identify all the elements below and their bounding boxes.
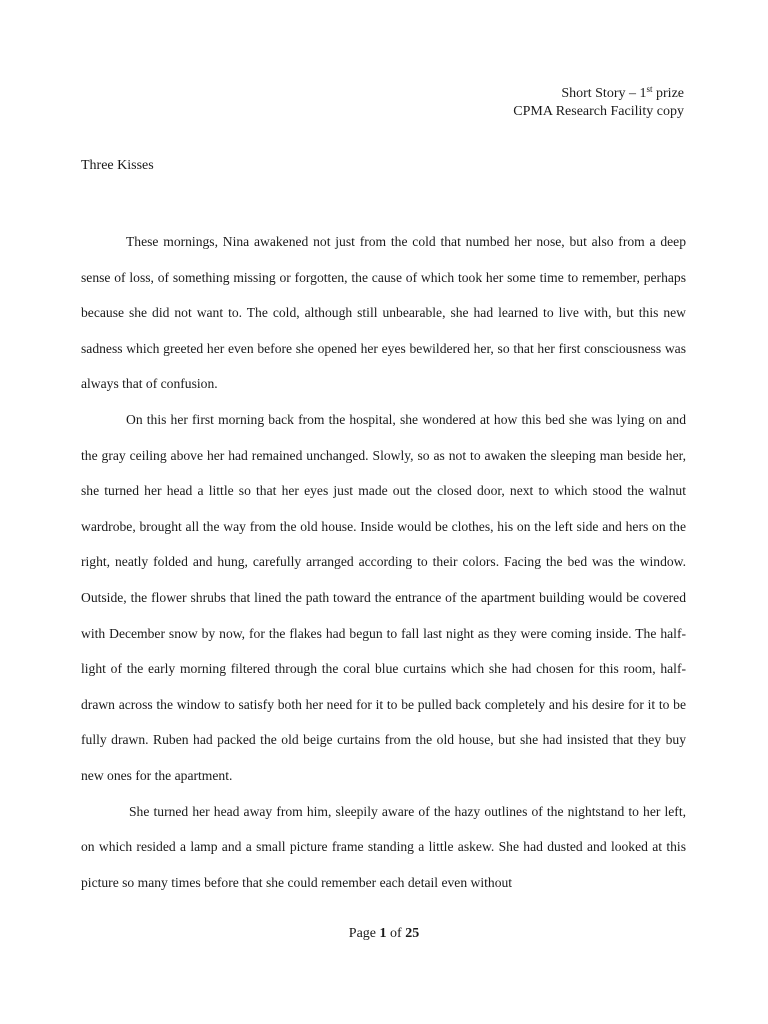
page-header — [513, 85, 684, 121]
header-line-2: CPMA Research Facility copy — [513, 104, 684, 119]
footer-total-pages: 25 — [405, 926, 420, 941]
story-title: Three Kisses — [81, 158, 154, 173]
header-line-1-suffix: prize — [652, 86, 684, 101]
paragraph-2: On this her first morning back from the hospital, she wondered at how this bed she was lying on and the gray ceiling above her had remained unchanged. Slowly, so as not to awaken the sleeping man beside her, she turned her head a little so that her eyes just made out the closed door, next to which stood the walnut wardrobe, brought all the way from the old house. Inside would be clothes, his on the left side and hers on the right, neatly folded and hung, carefully arranged according to their colors. Facing the bed was the window. Outside, the flower shrubs that lined the path toward the entrance of the apartment building would be covered with December snow by now, for the flakes had begun to fall last night as they were coming inside. The half-light of the early morning filtered through the coral blue curtains which she had chosen for this room, half-drawn across the window to satisfy both her need for it to be pulled back completely and his desire for it to be fully drawn. Ruben had packed the old beige curtains from the old house, but she had insisted that they buy new ones for the apartment. — [81, 411, 686, 783]
footer-current-page: 1 — [379, 926, 387, 941]
story-body — [81, 224, 686, 900]
page-footer — [0, 925, 768, 943]
footer-prefix: Page — [348, 926, 380, 941]
header-superscript: st — [646, 84, 653, 94]
paragraph-3: She turned her head away from him, sleepily aware of the hazy outlines of the nightstand to her left, on which resided a lamp and a small picture frame standing a little askew. She had dusted and looked at this picture so many times before that she could remember each detail even without — [81, 803, 686, 890]
footer-middle: of — [386, 926, 406, 941]
header-line-1-prefix: Short Story – 1 — [561, 86, 647, 101]
paragraph-1: These mornings, Nina awakened not just from the cold that numbed her nose, but also from a deep sense of loss, of something missing or forgotten, the cause of which took her some time to remember, perhaps because she did not want to. The cold, although still unbearable, she had learned to live with, but this new sadness which greeted her even before she opened her eyes bewildered her, so that her first consciousness was always that of confusion. — [81, 234, 686, 392]
header-line-1 — [513, 85, 684, 103]
